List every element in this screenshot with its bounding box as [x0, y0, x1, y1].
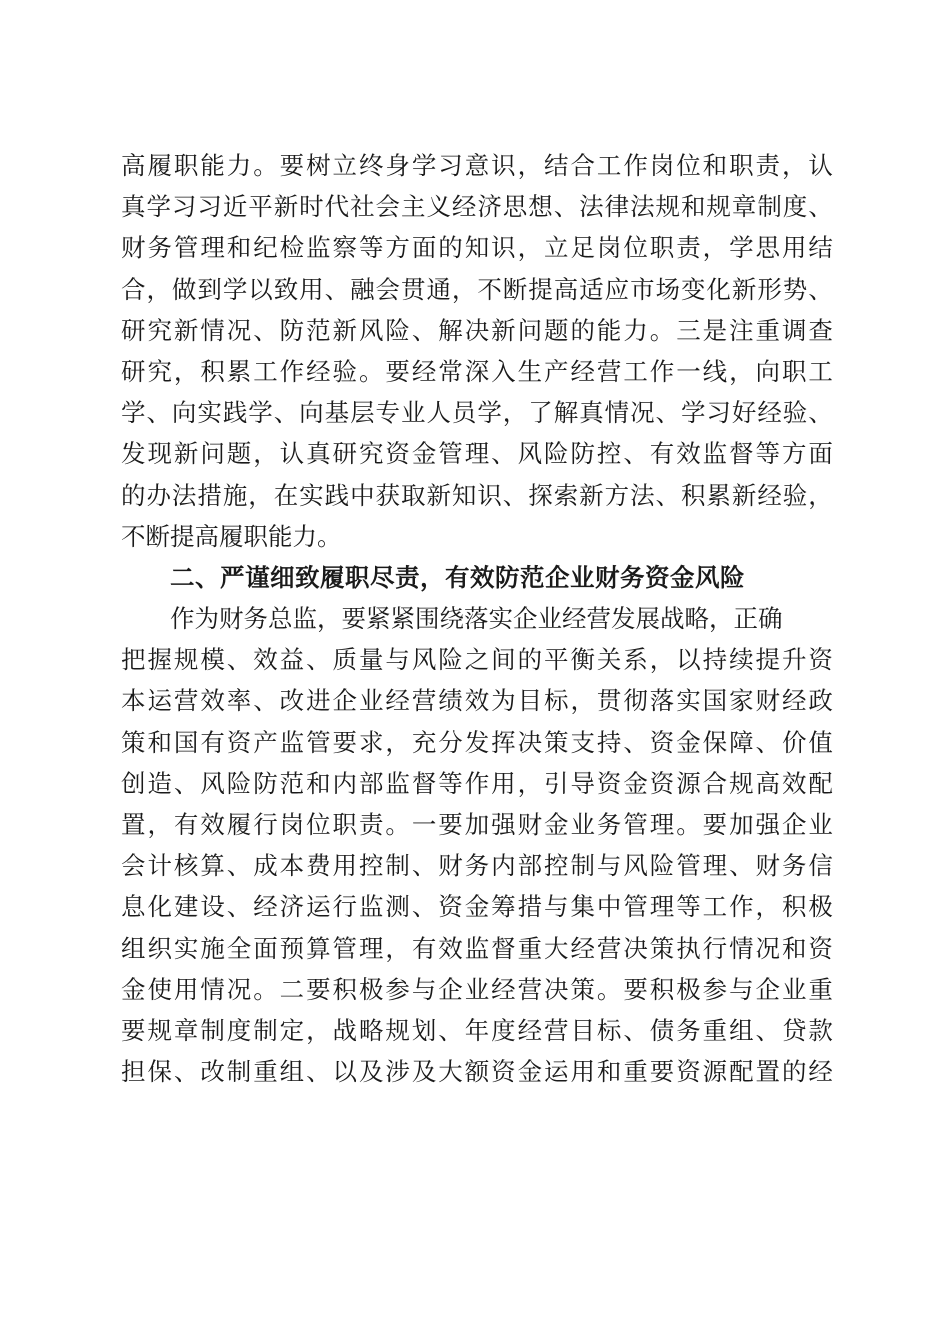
text-line: 作为财务总监，要紧紧围绕落实企业经营发展战略，正确: [170, 604, 783, 634]
text-line: 研 究 ， 积 累 工 作 经 验 。 要 经 常 深 入 生 产 经 营 工 作 一 线 ， 向 职 工: [121, 356, 833, 386]
text-line: 息 化 建 设 、 经 济 运 行 监 测 、 资 金 筹 措 与 集 中 管 理 等 工 作 ， 积 极: [121, 892, 833, 922]
text-line: 担 保 、 改 制 重 组 、 以 及 涉 及 大 额 资 金 运 用 和 重 要 资 源 配 置 的 经: [121, 1057, 833, 1087]
text-line: 高 履 职 能 力 。 要 树 立 终 身 学 习 意 识 ， 结 合 工 作 岗 位 和 职 责 ， 认: [121, 151, 833, 180]
text-line: 要 规 章 制 度 制 定 ， 战 略 规 划 、 年 度 经 营 目 标 、 债 务 重 组 、 贷 款: [121, 1015, 833, 1045]
text-line: 本 运 营 效 率 、 改 进 企 业 经 营 绩 效 为 目 标 ， 贯 彻 落 实 国 家 财 经 政: [121, 686, 833, 716]
text-line: 财 务 管 理 和 纪 检 监 察 等 方 面 的 知 识 ， 立 足 岗 位 职 责 ， 学 思 用 结: [121, 233, 833, 263]
text-line: 创 造 、 风 险 防 范 和 内 部 监 督 等 作 用 ， 引 导 资 金 资 源 合 规 高 效 配: [121, 768, 833, 798]
text-line: 组 织 实 施 全 面 预 算 管 理 ， 有 效 监 督 重 大 经 营 决 策 执 行 情 况 和 资: [121, 933, 833, 963]
text-line: 金 使 用 情 况 。 二 要 积 极 参 与 企 业 经 营 决 策 。 要 积 极 参 与 企 业 重: [121, 974, 833, 1004]
text-line: 策 和 国 有 资 产 监 管 要 求 ， 充 分 发 挥 决 策 支 持 、 资 金 保 障 、 价 值: [121, 727, 833, 757]
text-line: 把 握 规 模 、 效 益 、 质 量 与 风 险 之 间 的 平 衡 关 系 ， 以 持 续 提 升 资: [121, 645, 833, 675]
text-line: 合 ， 做 到 学 以 致 用 、 融 会 贯 通 ， 不 断 提 高 适 应 市 场 变 化 新 形 势 、: [121, 274, 833, 304]
section-heading: 二、严谨细致履职尽责，有效防范企业财务资金风险: [170, 562, 745, 592]
text-line: 研 究 新 情 况 、 防 范 新 风 险 、 解 决 新 问 题 的 能 力 。 三 是 注 重 调 查: [121, 315, 833, 345]
text-line: 的 办 法 措 施 ， 在 实 践 中 获 取 新 知 识 、 探 索 新 方 法 、 积 累 新 经 验 ，: [121, 480, 833, 510]
text-line: 会 计 核 算 、 成 本 费 用 控 制 、 财 务 内 部 控 制 与 风 险 管 理 、 财 务 信: [121, 851, 833, 881]
text-line: 置 ， 有 效 履 行 岗 位 职 责 。 一 要 加 强 财 金 业 务 管 理 。 要 加 强 企 业: [121, 810, 833, 839]
text-line: 不断提高履职能力。: [121, 521, 342, 551]
text-line: 真 学 习 习 近 平 新 时 代 社 会 主 义 经 济 思 想 、 法 律 法 规 和 规 章 制 度 、: [121, 192, 833, 222]
document-body: [121, 145, 833, 1092]
text-line: 学 、 向 实 践 学 、 向 基 层 专 业 人 员 学 ， 了 解 真 情 况 、 学 习 好 经 验 、: [121, 398, 833, 428]
text-line: 发 现 新 问 题 ， 认 真 研 究 资 金 管 理 、 风 险 防 控 、 有 效 监 督 等 方 面: [121, 439, 833, 469]
